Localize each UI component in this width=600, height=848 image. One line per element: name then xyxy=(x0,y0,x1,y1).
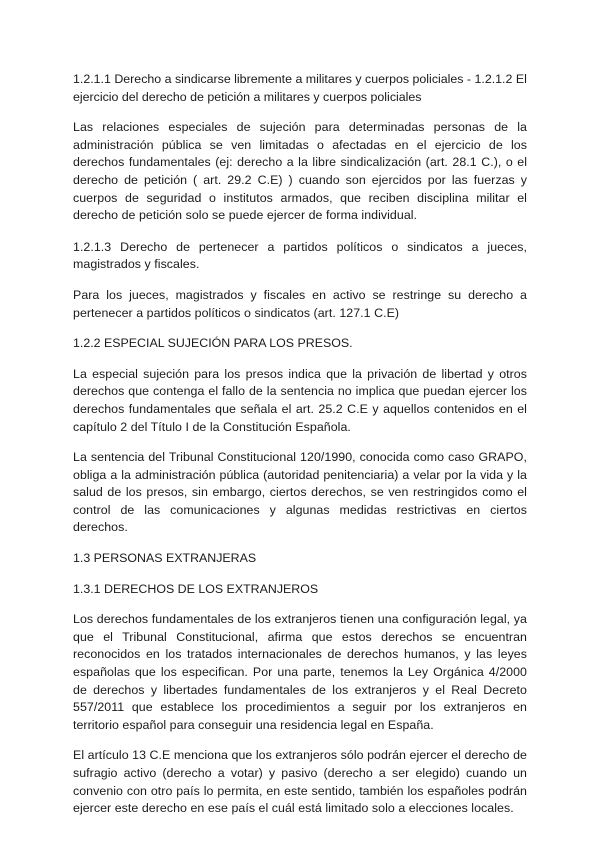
section-heading-1-2-1-1: 1.2.1.1 Derecho a sindicarse libremente a militares y cuerpos policiales - 1.2.1.2 El ejercicio del derecho de petición a militares y cuerpos policiales xyxy=(73,72,527,104)
document-page xyxy=(73,71,527,818)
paragraph-sentencia-grapo: La sentencia del Tribunal Constitucional 120/1990, conocida como caso GRAPO, obliga a la administración pública (autoridad penitenciaria) a velar por la vida y la salud de los presos, sin embargo, ciertos derechos, se ven restringidos como el control de las comunicaciones y algunas medidas restrictivas en ciertos derechos. xyxy=(73,450,527,535)
paragraph-jueces: Para los jueces, magistrados y fiscales en activo se restringe su derecho a pertenecer a partidos políticos o sindicatos (art. 127.1 C.E) xyxy=(73,287,527,320)
section-heading-1-2-1-3: 1.2.1.3 Derecho de pertenecer a partidos políticos o sindicatos a jueces, magistrados y fiscales. xyxy=(73,239,527,272)
section-heading-1-3: 1.3 PERSONAS EXTRANJERAS xyxy=(73,551,257,566)
section-heading-1-2-2: 1.2.2 ESPECIAL SUJECIÓN PARA LOS PRESOS. xyxy=(73,336,353,351)
paragraph-derechos-extranjeros: Los derechos fundamentales de los extranjeros tienen una configuración legal, ya que el Tribunal Constitucional, afirma que estos derechos se encuentran reconocidos en los tratados internacionales de derechos humanos, y las leyes españolas que los especifican. Por una parte, tenemos la Ley Orgánica 4/2000 de derechos y libertades fundamentales de los extranjeros y el Real Decreto 557/2011 que establece los procedimientos a seguir por los extranjeros en territorio español para conseguir una residencia legal en España. xyxy=(73,612,527,732)
section-heading-1-3-1: 1.3.1 DERECHOS DE LOS EXTRANJEROS xyxy=(73,581,319,596)
paragraph-presos: La especial sujeción para los presos indica que la privación de libertad y otros derechos que contenga el fallo de la sentencia no implica que puedan ejercer los derechos fundamentales que señala el art. 25.2 C.E y aquellos contenidos en el capítulo 2 del Título I de la Constitución Española. xyxy=(73,366,527,434)
paragraph-articulo-13: El artículo 13 C.E menciona que los extranjeros sólo podrán ejercer el derecho de sufragio activo (derecho a votar) y pasivo (derecho a ser elegido) cuando un convenio con otro país lo permita, en este sentido, también los españoles podrán ejercer este derecho en ese país el cuál está limitado solo a elecciones locales. xyxy=(73,748,527,816)
paragraph-relaciones-especiales: Las relaciones especiales de sujeción para determinadas personas de la administración pública se ven limitadas o afectadas en el ejercicio de los derechos fundamentales (ej: derecho a la libre sindicalización (art. 28.1 C.), o el derecho de petición ( art. 29.2 C.E) ) cuando son ejercidos por las fuerzas y cuerpos de seguridad o institutos armados, que reciben disciplina militar el derecho de petición solo se puede ejercer de forma individual. xyxy=(73,120,527,223)
